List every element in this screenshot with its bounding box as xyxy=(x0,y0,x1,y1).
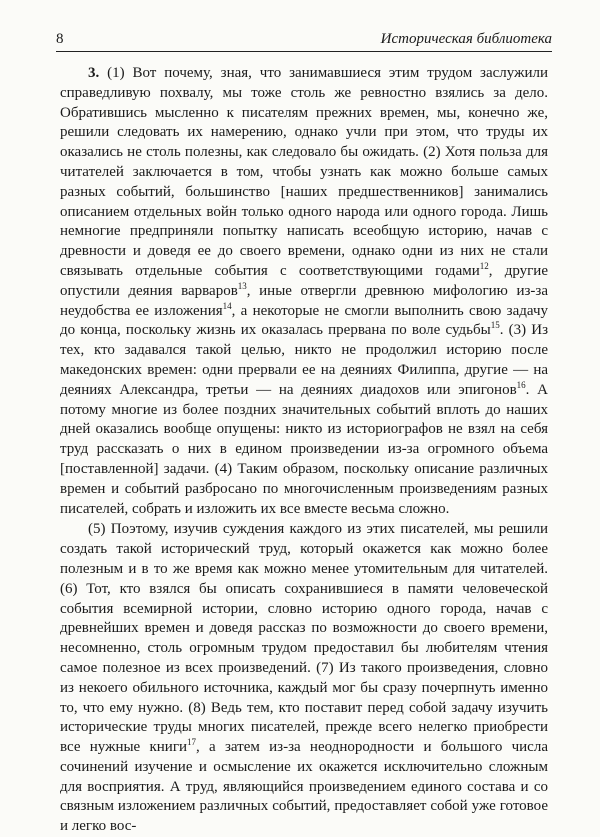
paragraph-2-text-2: , а затем из-за неоднородности и большого числа сочинений изучение и осмысление их окажется исключительно сложным для восприятия. А труд, являющийся произведением единого состава и со связным изложением различных событий, предоставляет собой уже готовое и легко вос- xyxy=(60,739,548,835)
paragraph-1-text-2: , другие опустили деяния варваров xyxy=(60,262,548,299)
running-title: Историческая библиотека xyxy=(380,31,552,47)
paragraph-2 xyxy=(60,520,548,837)
footnote-ref-13: 13 xyxy=(237,280,247,291)
page-number: 8 xyxy=(56,31,64,47)
footnote-ref-16: 16 xyxy=(516,379,526,390)
paragraph-1-text-6: . А потому многие из более поздних значительных событий вплоть до наших дней оказались вообще опущены: никто из историографов не взял на себя труд рассказать о них в едином произведении из-за огромного объема [поставленной] задачи. (4) Таким образом, поскольку описание различных времен и событий разбросано по многочисленным произведениям разных писателей, собрать и изложить их все вместе весьма сложно. xyxy=(60,381,548,517)
footnote-ref-14: 14 xyxy=(222,300,232,311)
header-rule xyxy=(56,51,552,52)
paragraph-2-text-1: (5) Поэтому, изучив суждения каждого из этих писателей, мы решили создать такой исторический труд, который окажется как можно более полезным и в то же время как можно менее утомительным для читателей. (6) Тот, кто взялся бы описать сохранившиеся в памяти человеческой события всемирной истории, словно историю одного города, начав с древнейших времен и доведя рассказ по возможности до своего времени, несомненно, столь огромным трудом предоставил бы любителям чтения самое полезное из всех произведений. (7) Из такого произведения, словно из некоего обильного источника, каждый мог бы сразу почерпнуть именно то, что ему нужно. (8) Ведь тем, кто поставит перед собой задачу изучить исторические труды многих писателей, прежде всего нелегко приобрести все нужные книги xyxy=(60,521,548,756)
page-header xyxy=(56,30,552,50)
paragraph-1-text-5: . (3) Из тех, кто задавался такой целью, никто не продолжил историю после македонских времен: одни прервали ее на деяниях Филиппа, другие — на деяниях Александра, третьи — на деяниях диадохов или эпигонов xyxy=(60,322,549,398)
paragraph-1-text-1: (1) Вот почему, зная, что занимавшиеся этим трудом заслужили справедливую похвалу, мы тоже столь же ревностно взялись за дело. Обратившись мысленно к писателям прежних времен, мы, конечно же, решили следовать их намерению, однако учли при этом, что труды их оказались не столь полезны, как следовало бы ожидать. (2) Хотя польза для читателей заключается в том, чтобы узнать как можно больше самых разных событий, большинство [наших предшественников] занимались описанием отдельных войн только одного народа или одного города. Лишь немногие предприняли попытку написать всеобщую историю, начав с древности и доведя ее до своего времени, однако одни из них не стали связывать отдельные события с соответствующими годами xyxy=(60,65,548,279)
paragraph-1-text-4: , а некоторые не смогли выполнить свою задачу до конца, поскольку жизнь их оказалась прервана по воле судьбы xyxy=(60,302,548,339)
paragraph-1-text-3: , иные отвергли древнюю мифологию из-за неудобства ее изложения xyxy=(60,282,548,319)
footnote-ref-12: 12 xyxy=(479,260,489,271)
footnote-ref-15: 15 xyxy=(490,320,500,331)
section-number: 3. xyxy=(88,65,100,81)
page-body xyxy=(60,64,548,837)
footnote-ref-17: 17 xyxy=(187,737,197,748)
paragraph-1 xyxy=(60,64,548,519)
